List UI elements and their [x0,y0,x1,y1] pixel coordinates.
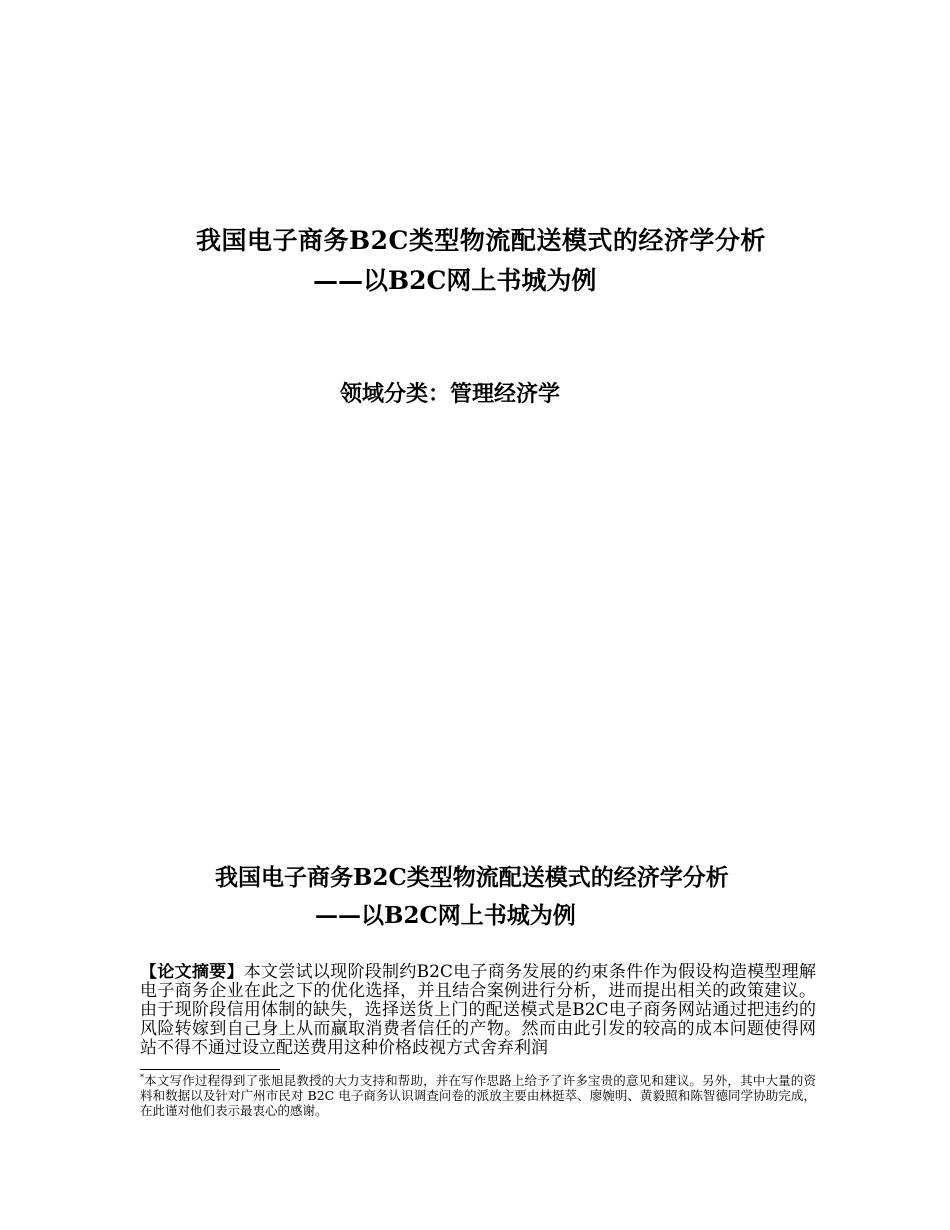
footnote [140,1073,816,1118]
cover-title: 我国电子商务B2C类型物流配送模式的经济学分析 [196,226,766,255]
abstract-label: 【论文摘要】 [140,963,244,982]
footnote-marker: * [140,1072,144,1082]
abstract-text: 本文尝试以现阶段制约B2C电子商务发展的约束条件作为假设构造模型理解电子商务企业在此之下的优化选择，并且结合案例进行分析，进而提出相关的政策建议。由于现阶段信用体制的缺失，选择送货上门的配送模式是B2C电子商务网站通过把违约的风险转嫁到自己身上从而赢取消费者信任的产物。然而由此引发的较高的成本问题使得网站不得不通过设立配送费用这种价格歧视方式舍弃利润 [140,963,816,1058]
field-category: 领域分类：管理经济学 [340,381,561,407]
paper-title: 我国电子商务B2C类型物流配送模式的经济学分析 [215,864,729,891]
abstract-paragraph [140,963,816,1059]
footnote-text: 本文写作过程得到了张旭昆教授的大力支持和帮助，并在写作思路上给予了许多宝贵的意见和建议。另外，其中大量的资料和数据以及针对广州市民对 B2C 电子商务认识调查问卷的派放主要由林挺萃、廖婉明、黄毅照和陈智德同学协助完成，在此谨对他们表示最衷心的感谢。 [140,1073,816,1118]
paper-subtitle: ——以B2C网上书城为例 [315,902,576,929]
cover-subtitle: ——以B2C网上书城为例 [313,266,597,295]
footnote-divider [140,1069,280,1070]
